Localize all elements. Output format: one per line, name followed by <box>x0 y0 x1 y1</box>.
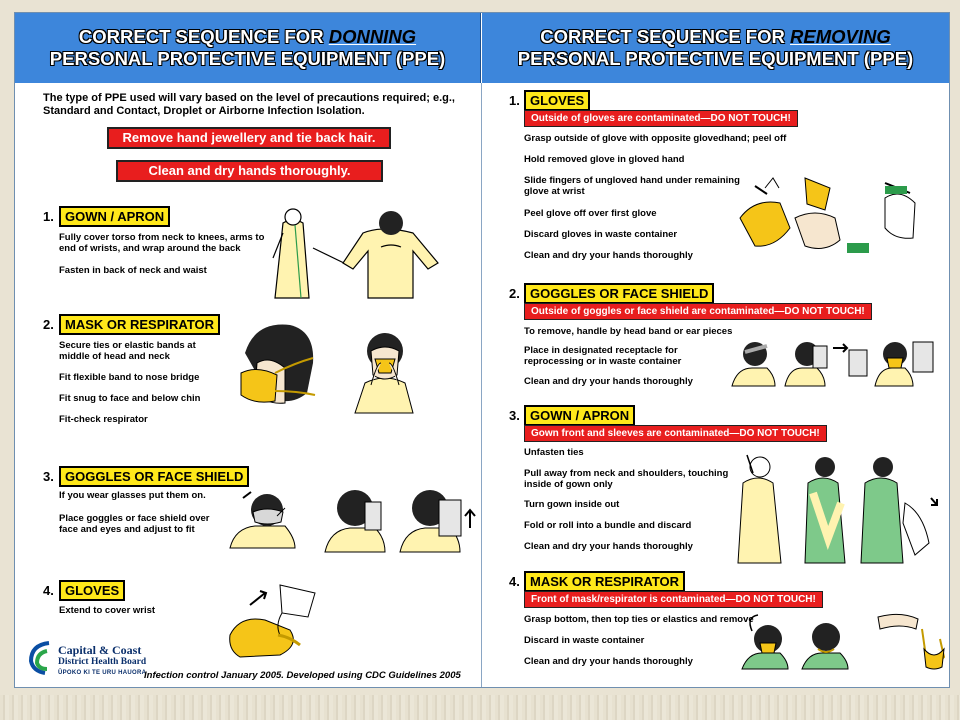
donning-step-3-instr-1: If you wear glasses put them on. <box>59 490 206 501</box>
gloves-donning-illustration <box>220 575 330 663</box>
goggles-donning-illustration <box>225 468 480 558</box>
removing-step-2-number: 2. <box>509 286 520 301</box>
removing-step-3-instr-5: Clean and dry your hands thoroughly <box>524 541 693 552</box>
notice-clean-hands: Clean and dry hands thoroughly. <box>116 160 383 182</box>
removing-step-3-instr-1: Unfasten ties <box>524 447 584 458</box>
removing-step-1-instr-2: Hold removed glove in gloved hand <box>524 154 685 165</box>
gown-donning-illustration <box>263 203 483 303</box>
removing-step-3-instr-2: Pull away from neck and shoulders, touching inside of gown only <box>524 468 729 490</box>
removing-step-4-instr-1: Grasp bottom, then top ties or elastics and remove <box>524 614 754 625</box>
donning-step-1-number: 1. <box>43 209 54 224</box>
removing-step-1-instr-6: Clean and dry your hands thoroughly <box>524 250 693 261</box>
donning-step-1-instr-1: Fully cover torso from neck to knees, arms to end of wrists, and wrap around the back <box>59 232 265 254</box>
removing-step-4-number: 4. <box>509 574 520 589</box>
footer-note: Infection control January 2005. Developed using CDC Guidelines 2005 <box>144 670 461 681</box>
donning-step-3-title: GOGGLES OR FACE SHIELD <box>59 466 249 487</box>
mask-donning-illustration <box>235 313 475 423</box>
removing-step-2-instr-1: To remove, handle by head band or ear pieces <box>524 326 733 337</box>
donning-step-2-instr-3: Fit snug to face and below chin <box>59 393 201 404</box>
org-sub: District Health Board <box>58 657 147 667</box>
donning-step-4-number: 4. <box>43 583 54 598</box>
donning-step-2-instr-1: Secure ties or elastic bands at middle of head and neck <box>59 340 196 362</box>
removing-step-1-instr-1: Grasp outside of glove with opposite glovedhand; peel off <box>524 133 787 144</box>
removing-step-1-title: GLOVES <box>524 90 590 111</box>
removing-step-2-instr-2: Place in designated receptacle for reprocessing or in waste container <box>524 345 682 367</box>
donning-step-2-title: MASK OR RESPIRATOR <box>59 314 220 335</box>
org-logo <box>27 639 53 675</box>
org-maori-name: ŪPOKO KI TE URU HAUORA <box>58 670 147 676</box>
removing-header-prefix: CORRECT SEQUENCE FOR <box>540 26 791 47</box>
donning-step-2-instr-2: Fit flexible band to nose bridge <box>59 372 200 383</box>
gloves-removal-illustration <box>735 168 935 258</box>
donning-step-2-number: 2. <box>43 317 54 332</box>
removing-step-1-instr-3: Slide fingers of ungloved hand under remaining glove at wrist <box>524 175 740 197</box>
removing-keyword: REMOVING <box>790 26 891 47</box>
removing-step-3-number: 3. <box>509 408 520 423</box>
donning-step-4-title: GLOVES <box>59 580 125 601</box>
donning-header-line2: PERSONAL PROTECTIVE EQUIPMENT (PPE) <box>49 48 446 69</box>
donning-header <box>15 13 481 83</box>
background-texture <box>0 695 960 720</box>
removing-step-2-title: GOGGLES OR FACE SHIELD <box>524 283 714 304</box>
donning-step-1-instr-2: Fasten in back of neck and waist <box>59 265 207 276</box>
removing-step-3-instr-4: Fold or roll into a bundle and discard <box>524 520 692 531</box>
removing-step-4-title: MASK OR RESPIRATOR <box>524 571 685 592</box>
gown-removal-illustration <box>733 443 938 565</box>
removing-step-1-warning: Outside of gloves are contaminated—DO NOT TOUCH! <box>524 110 798 127</box>
notice-jewellery: Remove hand jewellery and tie back hair. <box>107 127 391 149</box>
removing-step-4-instr-3: Clean and dry your hands thoroughly <box>524 656 693 667</box>
removing-step-1-number: 1. <box>509 93 520 108</box>
removing-header-line2: PERSONAL PROTECTIVE EQUIPMENT (PPE) <box>517 48 914 69</box>
donning-step-3-number: 3. <box>43 469 54 484</box>
mask-removal-illustration <box>740 609 945 671</box>
removing-header <box>482 13 949 83</box>
donning-keyword: DONNING <box>328 26 417 47</box>
org-name: Capital & Coast <box>58 643 142 657</box>
column-divider <box>481 83 482 687</box>
removing-step-4-instr-2: Discard in waste container <box>524 635 645 646</box>
removing-step-3-warning: Gown front and sleeves are contaminated—DO NOT TOUCH! <box>524 425 827 442</box>
removing-step-2-warning: Outside of goggles or face shield are contaminated—DO NOT TOUCH! <box>524 303 872 320</box>
donning-step-4-instr-1: Extend to cover wrist <box>59 605 156 616</box>
donning-step-3-instr-2: Place goggles or face shield over face and eyes and adjust to fit <box>59 513 210 535</box>
removing-step-4-warning: Front of mask/respirator is contaminated—DO NOT TOUCH! <box>524 591 823 608</box>
removing-step-3-instr-3: Turn gown inside out <box>524 499 620 510</box>
donning-intro: The type of PPE used will vary based on the level of precautions required; e.g., Standard and Contact, Droplet or Airborne Infection Isolation. <box>43 92 455 117</box>
goggles-removal-illustration <box>727 328 937 388</box>
removing-step-1-instr-4: Peel glove off over first glove <box>524 208 657 219</box>
donning-step-2-instr-4: Fit-check respirator <box>59 414 148 425</box>
removing-step-3-title: GOWN / APRON <box>524 405 635 426</box>
removing-step-1-instr-5: Discard gloves in waste container <box>524 229 678 240</box>
donning-step-1-title: GOWN / APRON <box>59 206 170 227</box>
donning-header-prefix: CORRECT SEQUENCE FOR <box>78 26 329 47</box>
removing-step-2-instr-3: Clean and dry your hands thoroughly <box>524 376 693 387</box>
ppe-poster <box>14 12 950 688</box>
